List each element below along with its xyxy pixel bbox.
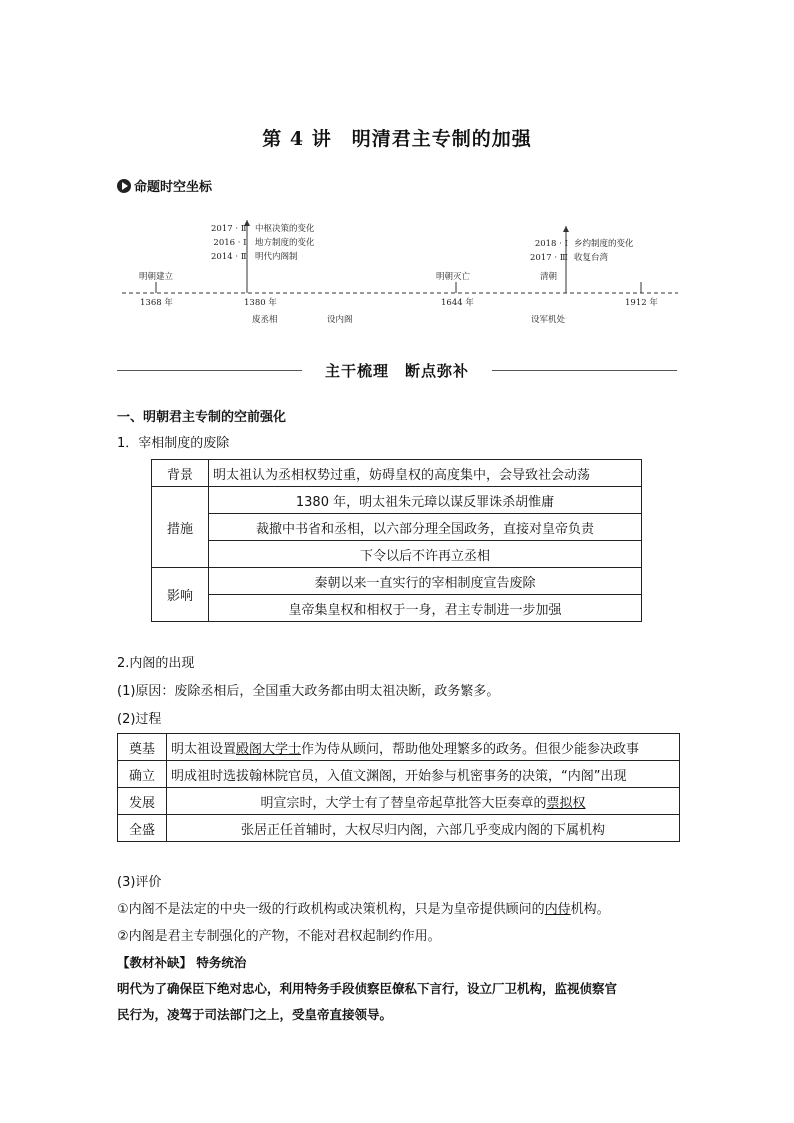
event-she-junjichu: 设军机处 bbox=[531, 315, 566, 325]
topic-label: 明代内阁制 bbox=[255, 252, 298, 262]
exam-tag: 2016 · Ⅰ bbox=[213, 238, 247, 248]
row-label: 全盛 bbox=[118, 815, 167, 842]
measure-cell: 裁撤中书省和丞相，以六部分理全国政务，直接对皇帝负责 bbox=[209, 514, 642, 541]
sub2-heading: 2.内阁的出现 bbox=[117, 656, 195, 671]
exam-tag: 2017 · Ⅲ bbox=[530, 253, 568, 263]
row-label-measures: 措施 bbox=[152, 487, 209, 568]
supplement-heading: 【教材补缺】 特务统治 bbox=[117, 955, 247, 970]
right-topic-list bbox=[574, 237, 634, 265]
event-ming-fall: 明朝灭亡 bbox=[436, 272, 471, 282]
row-label-impact: 影响 bbox=[152, 568, 209, 622]
timeline-heading bbox=[117, 176, 212, 195]
underlined-term: 殿阁大学士 bbox=[236, 741, 302, 757]
row-label: 确立 bbox=[118, 761, 167, 788]
section-rule-right bbox=[492, 370, 677, 371]
supplement-line: 民行为，凌驾于司法部门之上，受皇帝直接领导。 bbox=[117, 1007, 393, 1022]
left-exam-list bbox=[211, 222, 247, 264]
event-she-neige: 设内阁 bbox=[327, 315, 353, 325]
sub1-heading: 1．宰相制度的废除 bbox=[117, 436, 230, 451]
chancellor-table bbox=[151, 459, 642, 622]
cabinet-cell: 明宣宗时，大学士有了替皇帝起草批答大臣奏章的票拟权 bbox=[167, 788, 680, 815]
cabinet-cell: 明太祖设置殿阁大学士作为侍从顾问，帮助他处理繁多的政务。但很少能参决政事 bbox=[167, 734, 680, 761]
reason-text: (1)原因：废除丞相后，全国重大政务都由明太祖决断，政务繁多。 bbox=[117, 684, 500, 699]
exam-tag: 2017 · Ⅱ bbox=[211, 224, 247, 234]
year-1368: 1368 年 bbox=[140, 298, 173, 308]
topic-label: 中枢决策的变化 bbox=[255, 224, 315, 234]
eval-point-2: ②内阁是君主专制强化的产物，不能对君权起制约作用。 bbox=[117, 929, 441, 944]
part1-heading: 一、明朝君主专制的空前强化 bbox=[117, 410, 287, 425]
timeline-heading-text: 命题时空坐标 bbox=[134, 180, 213, 195]
impact-cell: 皇帝集皇权和相权于一身，君主专制进一步加强 bbox=[209, 595, 642, 622]
row-label-background: 背景 bbox=[152, 460, 209, 487]
process-label: (2)过程 bbox=[117, 712, 162, 727]
event-qing: 清朝 bbox=[540, 272, 558, 282]
supplement-line: 明代为了确保臣下绝对忠心，利用特务手段侦察臣僚私下言行，设立厂卫机构，监视侦察官 bbox=[117, 981, 618, 996]
underlined-term: 内侍 bbox=[544, 902, 571, 917]
background-text: 明太祖认为丞相权势过重，妨碍皇权的高度集中，会导致社会动荡 bbox=[209, 460, 642, 487]
event-ming-founded: 明朝建立 bbox=[139, 272, 174, 282]
year-1644: 1644 年 bbox=[441, 298, 474, 308]
measure-cell: 1380 年，明太祖朱元璋以谋反罪诛杀胡惟庸 bbox=[209, 487, 642, 514]
exam-tag: 2014 · Ⅱ bbox=[211, 252, 247, 262]
event-fei-chengxiang: 废丞相 bbox=[252, 315, 278, 325]
measure-cell: 下令以后不许再立丞相 bbox=[209, 541, 642, 568]
eval-point-1: ①内阁不是法定的中央一级的行政机构或决策机构，只是为皇帝提供顾问的内侍机构。 bbox=[117, 902, 610, 917]
year-1380: 1380 年 bbox=[244, 298, 277, 308]
right-exam-list bbox=[530, 237, 568, 265]
section-title: 主干梳理 断点弥补 bbox=[324, 362, 469, 380]
impact-cell: 秦朝以来一直实行的宰相制度宣告废除 bbox=[209, 568, 642, 595]
cabinet-cell: 明成祖时选拔翰林院官员，入值文渊阁，开始参与机密事务的决策，“内阁”出现 bbox=[167, 761, 680, 788]
eval-label: (3)评价 bbox=[117, 875, 162, 890]
year-1912: 1912 年 bbox=[625, 298, 658, 308]
left-topic-list bbox=[255, 222, 315, 264]
row-label: 奠基 bbox=[118, 734, 167, 761]
cabinet-cell: 张居正任首辅时，大权尽归内阁，六部几乎变成内阁的下属机构 bbox=[167, 815, 680, 842]
topic-label: 收复台湾 bbox=[574, 253, 609, 263]
exam-tag: 2018 · Ⅰ bbox=[534, 239, 568, 249]
underlined-term: 票拟权 bbox=[546, 795, 586, 811]
topic-label: 地方制度的变化 bbox=[255, 238, 315, 248]
cabinet-table bbox=[117, 733, 680, 842]
page-title: 第 4 讲 明清君主专制的加强 bbox=[262, 128, 532, 150]
row-label: 发展 bbox=[118, 788, 167, 815]
play-icon bbox=[117, 179, 131, 193]
topic-label: 乡约制度的变化 bbox=[574, 239, 634, 249]
